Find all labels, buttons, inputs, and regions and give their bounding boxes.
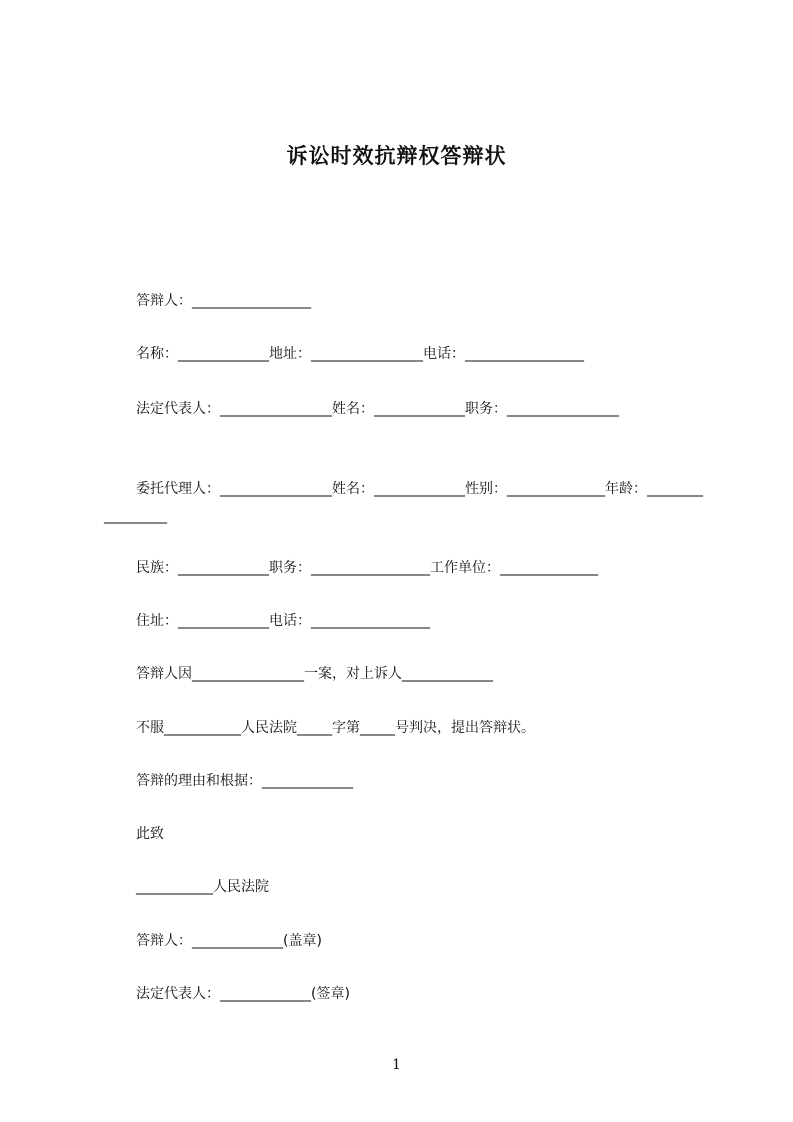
court-line: ___________人民法院 xyxy=(136,879,269,895)
reasons-line: 答辩的理由和根据：_____________ xyxy=(136,773,353,789)
legal-representative-signature-line: 法定代表人：_____________(签章) xyxy=(136,986,350,1002)
authorized-agent-line: 委托代理人：________________姓名：_____________性别：______________年龄：_________________ xyxy=(104,481,703,524)
legal-representative-line: 法定代表人：________________姓名：_____________职务：________________ xyxy=(136,401,619,417)
case-line: 答辩人因________________一案，对上诉人_____________ xyxy=(136,666,493,682)
respondent-line: 答辩人：_________________ xyxy=(136,293,311,309)
ethnicity-position-employer-line: 民族：_____________职务：_________________工作单位：______________ xyxy=(136,560,598,576)
name-address-phone-line: 名称：_____________地址：________________电话：_________________ xyxy=(136,346,584,362)
judgment-line: 不服___________人民法院_____字第_____号判决，提出答辩状。 xyxy=(136,720,535,736)
page-number: 1 xyxy=(392,1057,401,1073)
respondent-seal-line: 答辩人：_____________(盖章) xyxy=(136,933,322,949)
document-title: 诉讼时效抗辩权答辩状 xyxy=(286,144,507,168)
address-phone-line: 住址：_____________电话：_________________ xyxy=(136,613,430,629)
salutation-line: 此致 xyxy=(136,826,164,842)
